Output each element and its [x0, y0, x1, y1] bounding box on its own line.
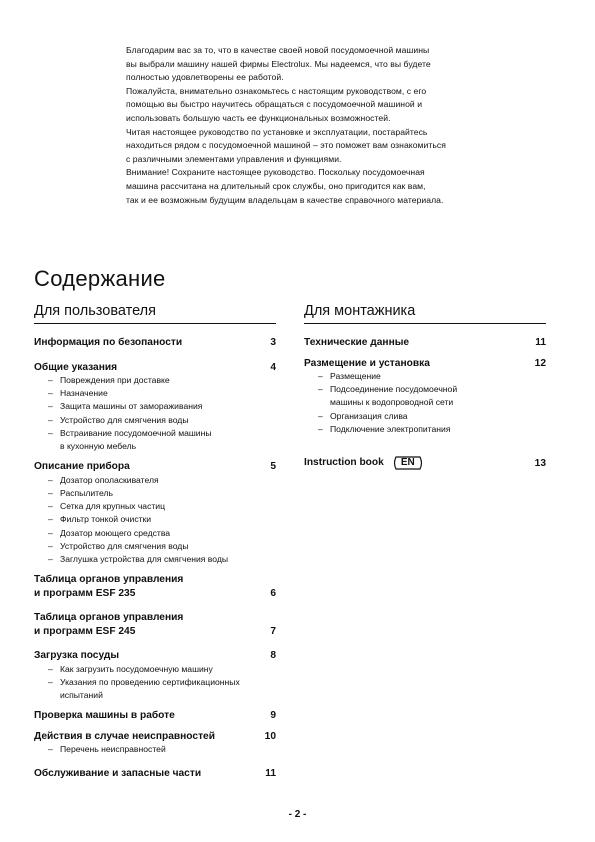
toc-entry-controls-esf245[interactable]	[34, 611, 276, 638]
toc-page: 4	[270, 361, 276, 373]
installer-heading: Для монтажника	[304, 303, 546, 324]
intro-line: Благодарим вас за то, что в качестве своей новой посудомоечной машины	[126, 45, 430, 55]
toc-title: Instruction book	[304, 457, 384, 469]
page-number: - 2 -	[288, 809, 307, 820]
toc-entry-safety[interactable]	[34, 336, 276, 350]
installer-column	[304, 303, 546, 477]
toc-subitem: – Перечень неисправностей	[34, 743, 276, 756]
intro-line: так и ее возможным будущим владельцам в качестве справочного материала.	[126, 194, 444, 205]
intro-line: вы выбрали машину нашей фирмы Electrolux. Мы надеемся, что вы будете	[126, 58, 431, 69]
intro-text	[126, 44, 516, 207]
toc-subitem: – Дозатор ополаскивателя	[34, 474, 276, 487]
toc-page: 10	[264, 730, 276, 742]
toc-entry-controls-esf235[interactable]	[34, 573, 276, 600]
toc-entry-technical-data[interactable]	[304, 336, 546, 350]
language-badge	[392, 456, 424, 470]
user-column	[34, 303, 276, 788]
toc-title: Таблица органов управления и программ ESF 245	[34, 612, 184, 637]
intro-line: Внимание! Сохраните настоящее руководство. Поскольку посудомоечная	[126, 167, 425, 178]
toc-page: 3	[270, 337, 276, 348]
toc-subitem: – Подсоединение посудомоечной машины к водопроводной сети	[304, 383, 546, 409]
toc-page: 9	[270, 710, 276, 722]
toc-title: Таблица органов управления и программ ESF 235	[34, 574, 184, 599]
intro-line: использовать большую часть ее функциональных возможностей.	[126, 112, 391, 123]
toc-title: Информация по безопаности	[34, 337, 183, 348]
toc-subitem: – Распылитель	[34, 487, 276, 500]
intro-line: Пожалуйста, внимательно ознакомьтесь с настоящим руководством, с его	[126, 85, 427, 96]
toc-subitem: – Повреждения при доставке	[34, 374, 276, 387]
intro-line: полностью удовлетворены ее работой.	[126, 72, 284, 83]
toc-subitem: – Встраивание посудомоечной машины в кухонную мебель	[34, 427, 276, 453]
toc-subitem: – Защита машины от замораживания	[34, 400, 276, 413]
toc-page: 5	[270, 461, 276, 473]
toc-subitem: – Сетка для крупных частиц	[34, 500, 276, 513]
toc-title: Размещение и установка	[304, 357, 430, 369]
toc-page: 13	[534, 457, 546, 469]
toc-subitem: – Заглушка устройства для смягчения воды	[34, 553, 276, 566]
toc-entry-installation[interactable]	[304, 357, 546, 437]
toc-entry-loading[interactable]	[34, 649, 276, 702]
toc-page: 11	[535, 337, 546, 348]
toc-entry-service[interactable]	[34, 767, 276, 781]
toc-subitem: – Назначение	[34, 387, 276, 400]
toc-subitem: – Как загрузить посудомоечную машину	[34, 663, 276, 676]
toc-title: Проверка машины в работе	[34, 710, 175, 722]
toc-page: 12	[534, 357, 546, 369]
toc-entry-description[interactable]	[34, 460, 276, 566]
toc-title: Загрузка посуды	[34, 650, 120, 662]
toc-subitem: – Размещение	[304, 370, 546, 383]
toc-title: Технические данные	[304, 337, 410, 348]
toc-subitem: – Устройство для смягчения воды	[34, 414, 276, 427]
toc-page: 11	[265, 768, 276, 780]
intro-line: находиться рядом с посудомоечной машиной – это поможет вам ознакомиться	[126, 140, 446, 151]
toc-title: Общие указания	[34, 361, 118, 373]
toc-title: Описание прибора	[34, 461, 130, 473]
toc-entry-check[interactable]	[34, 709, 276, 723]
user-heading: Для пользователя	[34, 303, 276, 324]
toc-subitem: – Организация слива	[304, 410, 546, 423]
page-title: Содержание	[34, 266, 166, 291]
toc-entry-instruction-book[interactable]	[304, 456, 546, 470]
toc-page: 7	[270, 625, 276, 637]
toc-page: 8	[270, 650, 276, 662]
intro-line: машина рассчитана на длительный срок службы, оно пригодится как вам,	[126, 180, 426, 191]
toc-subitem: – Фильтр тонкой очистки	[34, 513, 276, 526]
intro-line: помощью вы быстро научитесь обращаться с посудомоечной машиной и	[126, 99, 423, 110]
toc-subitem: – Дозатор моющего средства	[34, 527, 276, 540]
toc-entry-troubleshooting[interactable]	[34, 730, 276, 757]
toc-page: 6	[270, 587, 276, 599]
toc-subitem: – Подключение электропитания	[304, 423, 546, 436]
intro-line: Читая настоящее руководство по установке и эксплуатации, постарайтесь	[126, 126, 428, 137]
toc-title: Действия в случае неисправностей	[34, 730, 215, 742]
intro-line: с различными элементами управления и функциями.	[126, 153, 342, 164]
toc-title: Обслуживание и запасные части	[34, 768, 202, 780]
toc-subitem: – Устройство для смягчения воды	[34, 540, 276, 553]
language-badge-label: EN	[400, 457, 415, 469]
toc-entry-general[interactable]	[34, 361, 276, 454]
toc-subitem: – Указания по проведению сертификационных испытаний	[34, 676, 276, 702]
